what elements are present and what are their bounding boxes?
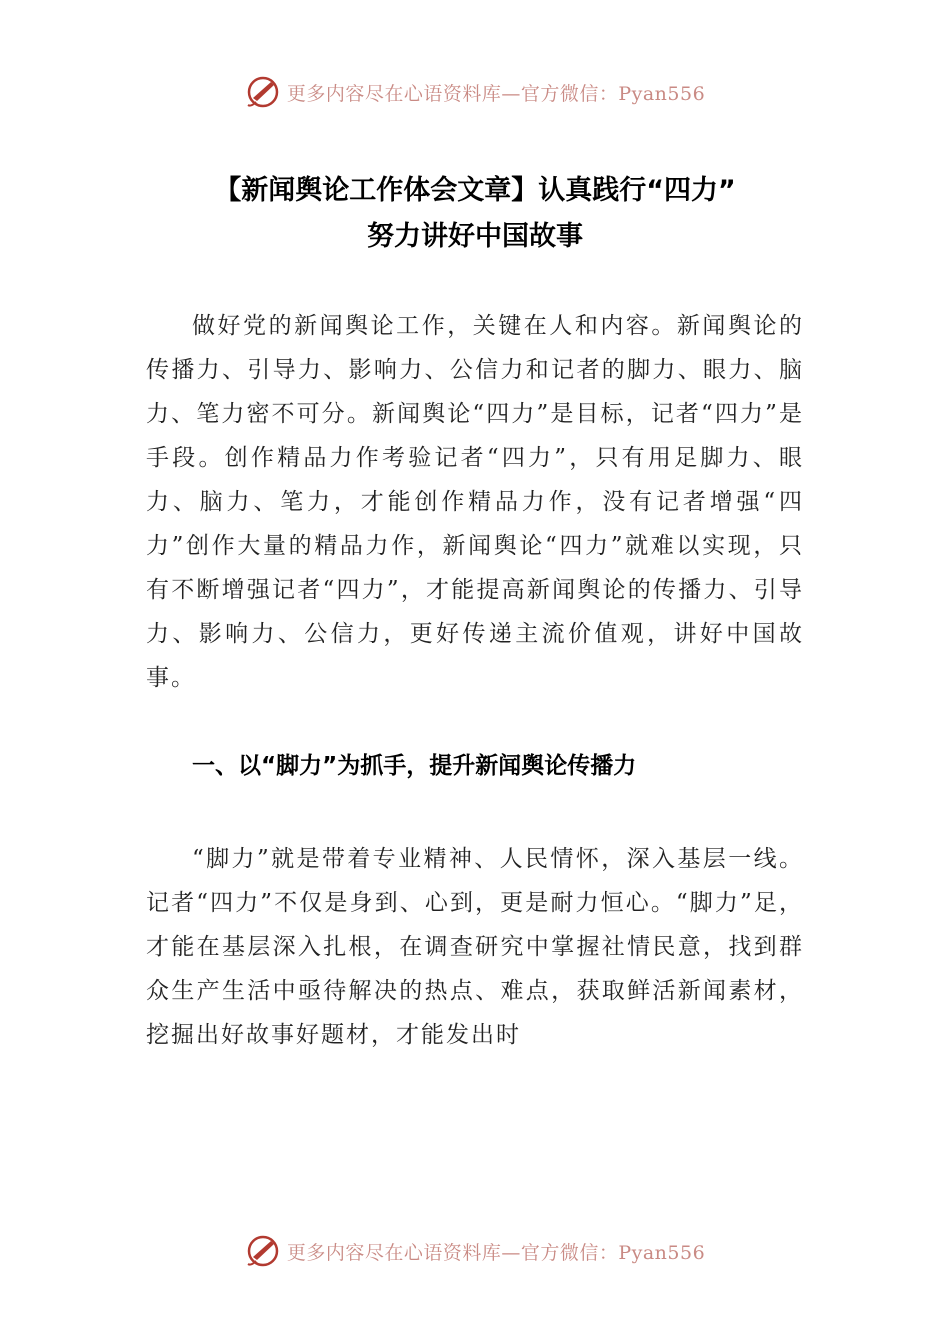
title-line-1: 【新闻舆论工作体会文章】认真践行“四力”	[214, 175, 736, 206]
footer-watermark	[0, 1233, 950, 1269]
section-heading: 一、以“脚力”为抓手，提升新闻舆论传播力	[192, 753, 637, 779]
watermark-text: 更多内容尽在心语资料库—官方微信：Pyan556	[286, 1241, 706, 1264]
title-line-2: 努力讲好中国故事	[367, 221, 583, 252]
document-title	[90, 168, 860, 260]
section-paragraph: “脚力”就是带着专业精神、人民情怀，深入基层一线。记者“四力”不仅是身到、心到，更是耐力恒心。“脚力”足，才能在基层深入扎根，在调查研究中掌握社情民意，找到群众生产生活中亟待解决的热点、难点，获取鲜活新闻素材，挖掘出好故事好题材，才能发出时	[146, 846, 804, 1048]
watermark-text: 更多内容尽在心语资料库—官方微信：Pyan556	[286, 82, 706, 105]
seal-logo-icon	[245, 74, 281, 110]
seal-logo-icon	[245, 1233, 281, 1269]
intro-paragraph: 做好党的新闻舆论工作，关键在人和内容。新闻舆论的传播力、引导力、影响力、公信力和记者的脚力、眼力、脑力、笔力密不可分。新闻舆论“四力”是目标，记者“四力”是手段。创作精品力作考验记者“四力”，只有用足脚力、眼力、脑力、笔力，才能创作精品力作，没有记者增强“四力”创作大量的精品力作，新闻舆论“四力”就难以实现，只有不断增强记者“四力”，才能提高新闻舆论的传播力、引导力、影响力、公信力，更好传递主流价值观，讲好中国故事。	[146, 313, 804, 691]
header-watermark	[0, 74, 950, 110]
